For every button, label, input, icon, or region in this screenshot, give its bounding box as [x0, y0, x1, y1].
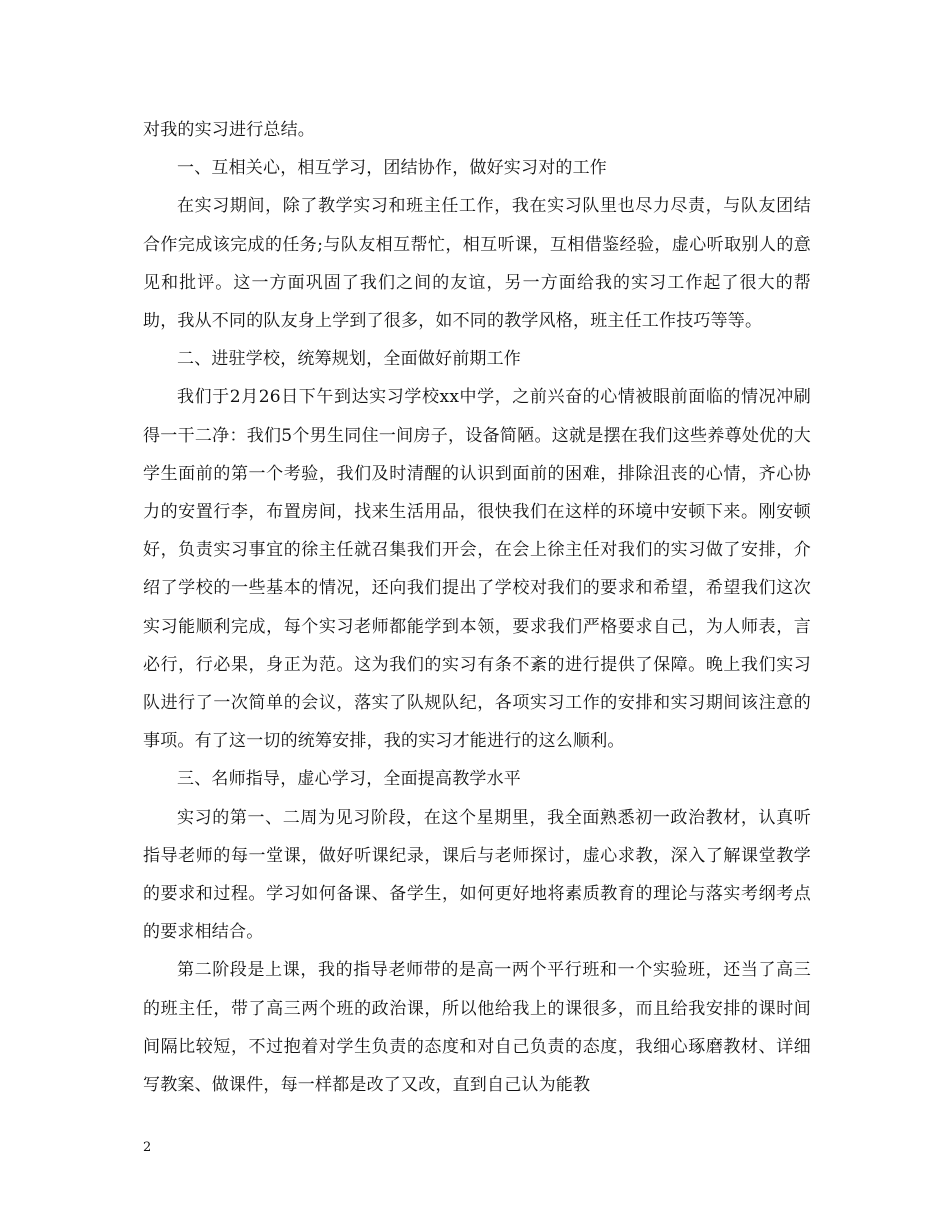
section-heading-1: 一、互相关心，相互学习，团结协作，做好实习对的工作 [177, 158, 607, 179]
paragraph-teamwork: 在实习期间，除了教学实习和班主任工作，我在实习队里也尽力尽责，与队友团结合作完成该完成的任务;与队友相互帮忙，相互听课，互相借鉴经验，虚心听取别人的意见和批评。这一方面巩固了我们之间的友谊，另一方面给我的实习工作起了很大的帮助，我从不同的队友身上学到了很多，如不同的教学风格，班主任工作技巧等等。 [143, 196, 811, 332]
paragraph-intro: 对我的实习进行总结。 [143, 120, 315, 140]
section-heading-2: 二、进驻学校，统筹规划，全面做好前期工作 [177, 349, 521, 370]
page-number: 2 [143, 1140, 152, 1155]
paragraph-teaching: 第二阶段是上课，我的指导老师带的是高一两个平行班和一个实验班，还当了高三的班主任，带了高三两个班的政治课，所以他给我上的课很多，而且给我安排的课时间间隔比较短，不过抱着对学生负责的态度和对自己负责的态度，我细心琢磨教材、详细写教案、做课件，每一样都是改了又改，直到自己认为能教 [143, 960, 811, 1096]
paragraph-arrival: 我们于2月26日下午到达实习学校xx中学，之前兴奋的心情被眼前面临的情况冲刷得一干二净：我们5个男生同住一间房子，设备简陋。这就是摆在我们这些养尊处优的大学生面前的第一个考验，我们及时清醒的认识到面前的困难，排除沮丧的心情，齐心协力的安置行李，布置房间，找来生活用品，很快我们在这样的环境中安顿下来。刚安顿好，负责实习事宜的徐主任就召集我们开会，在会上徐主任对我们的实习做了安排，介绍了学校的一些基本的情况，还向我们提出了学校对我们的要求和希望，希望我们这次实习能顺利完成，每个实习老师都能学到本领，要求我们严格要求自己，为人师表，言必行，行必果，身正为范。这为我们的实习有条不紊的进行提供了保障。晚上我们实习队进行了一次简单的会议，落实了队规队纪，各项实习工作的安排和实习期间该注意的事项。有了这一切的统筹安排，我的实习才能进行的这么顺利。 [143, 387, 811, 752]
paragraph-observation: 实习的第一、二周为见习阶段，在这个星期里，我全面熟悉初一政治教材，认真听指导老师的每一堂课，做好听课纪录，课后与老师探讨，虚心求教，深入了解课堂教学的要求和过程。学习如何备课、备学生，如何更好地将素质教育的理论与落实考纲考点的要求相结合。 [143, 807, 811, 943]
section-heading-3: 三、名师指导，虚心学习，全面提高教学水平 [177, 769, 521, 790]
document-body [143, 111, 811, 1104]
